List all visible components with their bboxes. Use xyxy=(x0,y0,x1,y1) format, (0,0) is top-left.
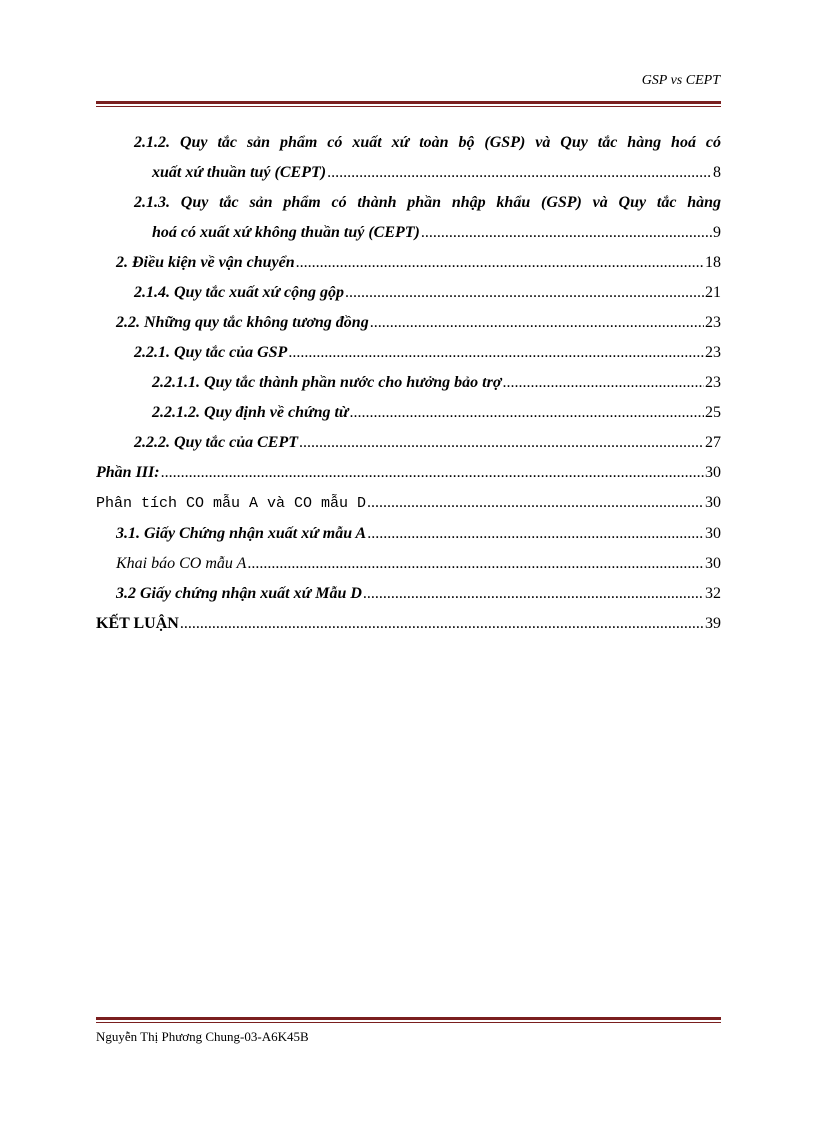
toc-entry-2-1-4[interactable] xyxy=(96,278,721,308)
toc-entry-label: Khai báo CO mẫu A xyxy=(116,555,247,572)
toc-entry-label: 3.2 Giấy chứng nhận xuất xứ Mẫu D xyxy=(116,585,362,602)
toc-dot-leader xyxy=(161,458,704,488)
toc-entry-2-1-2-line2: xuất xứ thuần tuý (CEPT) xyxy=(152,164,327,181)
toc-dot-leader xyxy=(345,278,704,308)
toc-entry-label: 2.1.4. Quy tắc xuất xứ cộng gộp xyxy=(134,284,345,301)
toc-entry-declaration[interactable] xyxy=(96,549,721,579)
toc-page-number: 21 xyxy=(705,284,721,301)
toc-dot-leader xyxy=(288,338,704,368)
toc-dot-leader xyxy=(363,579,704,609)
toc-dot-leader xyxy=(367,488,704,518)
toc-dot-leader xyxy=(370,308,704,338)
header-rule xyxy=(96,101,721,107)
toc-dot-leader xyxy=(180,609,704,639)
toc-entry-label: Phần III: xyxy=(96,464,160,481)
toc-dot-leader xyxy=(502,368,704,398)
toc-page-number: 30 xyxy=(705,525,721,542)
toc-entry-2-2-1-2[interactable] xyxy=(96,398,721,428)
toc-page-number: 30 xyxy=(705,555,721,572)
toc-entry-label: 2.2.2. Quy tắc của CEPT xyxy=(134,434,298,451)
toc-dot-leader xyxy=(367,519,704,549)
toc-page-number: 23 xyxy=(705,314,721,331)
toc-entry-analysis[interactable] xyxy=(96,488,721,519)
toc-entry-label: 2. Điều kiện về vận chuyển xyxy=(116,254,295,271)
toc-entry-part-3[interactable] xyxy=(96,458,721,488)
toc-page-number: 27 xyxy=(705,434,721,451)
toc-page-number: 30 xyxy=(705,464,721,481)
toc-dot-leader xyxy=(299,428,704,458)
toc-page-number: 32 xyxy=(705,585,721,602)
toc-entry-2-1-3[interactable] xyxy=(96,188,721,248)
toc-entry-label: 2.2. Những quy tắc không tương đồng xyxy=(116,314,369,331)
toc-entry-2[interactable] xyxy=(96,248,721,278)
toc-entry-2-2-1[interactable] xyxy=(96,338,721,368)
toc-page-number: 9 xyxy=(713,224,721,241)
toc-page-number: 23 xyxy=(705,344,721,361)
toc-entry-2-2-1-1[interactable] xyxy=(96,368,721,398)
toc-entry-2-2-2[interactable] xyxy=(96,428,721,458)
footer-rule xyxy=(96,1017,721,1023)
toc-entry-label: 2.2.1.1. Quy tắc thành phần nước cho hưởng bảo trợ xyxy=(152,374,502,391)
toc-entry-label: Phân tích CO mẫu A và CO mẫu D xyxy=(96,495,367,512)
toc-entry-conclusion[interactable] xyxy=(96,609,721,639)
toc-entry-2-1-2-line1: 2.1.2. Quy tắc sản phẩm có xuất xứ toàn bộ (GSP) và Quy tắc hàng hoá có xyxy=(134,134,721,151)
header-title: GSP vs CEPT xyxy=(641,73,720,88)
toc-entry-label: 3.1. Giấy Chứng nhận xuất xứ mẫu A xyxy=(116,525,367,542)
toc-dot-leader xyxy=(247,549,704,579)
toc-entry-2-1-3-line1: 2.1.3. Quy tắc sản phẩm có thành phần nhập khẩu (GSP) và Quy tắc hàng xyxy=(134,194,721,211)
toc-entry-2-2[interactable] xyxy=(96,308,721,338)
toc-entry-label: 2.2.1.2. Quy định về chứng từ xyxy=(152,404,349,421)
toc-page-number: 8 xyxy=(713,164,721,181)
toc-entry-label: KẾT LUẬN xyxy=(96,615,179,632)
toc-dot-leader xyxy=(296,248,704,278)
toc-page-number: 23 xyxy=(705,374,721,391)
toc-page-number: 30 xyxy=(705,494,721,511)
toc-page-number: 18 xyxy=(705,254,721,271)
table-of-contents xyxy=(96,128,721,639)
toc-dot-leader xyxy=(350,398,704,428)
toc-entry-3-1[interactable] xyxy=(96,519,721,549)
footer-author: Nguyễn Thị Phương Chung-03-A6K45B xyxy=(96,1029,309,1044)
toc-page-number: 25 xyxy=(705,404,721,421)
toc-entry-2-1-2[interactable] xyxy=(96,128,721,188)
toc-dot-leader xyxy=(327,158,712,188)
toc-entry-3-2[interactable] xyxy=(96,579,721,609)
toc-entry-label: 2.2.1. Quy tắc của GSP xyxy=(134,344,288,361)
toc-dot-leader xyxy=(421,218,712,248)
toc-entry-2-1-3-line2: hoá có xuất xứ không thuần tuý (CEPT) xyxy=(152,224,420,241)
toc-page-number: 39 xyxy=(705,615,721,632)
